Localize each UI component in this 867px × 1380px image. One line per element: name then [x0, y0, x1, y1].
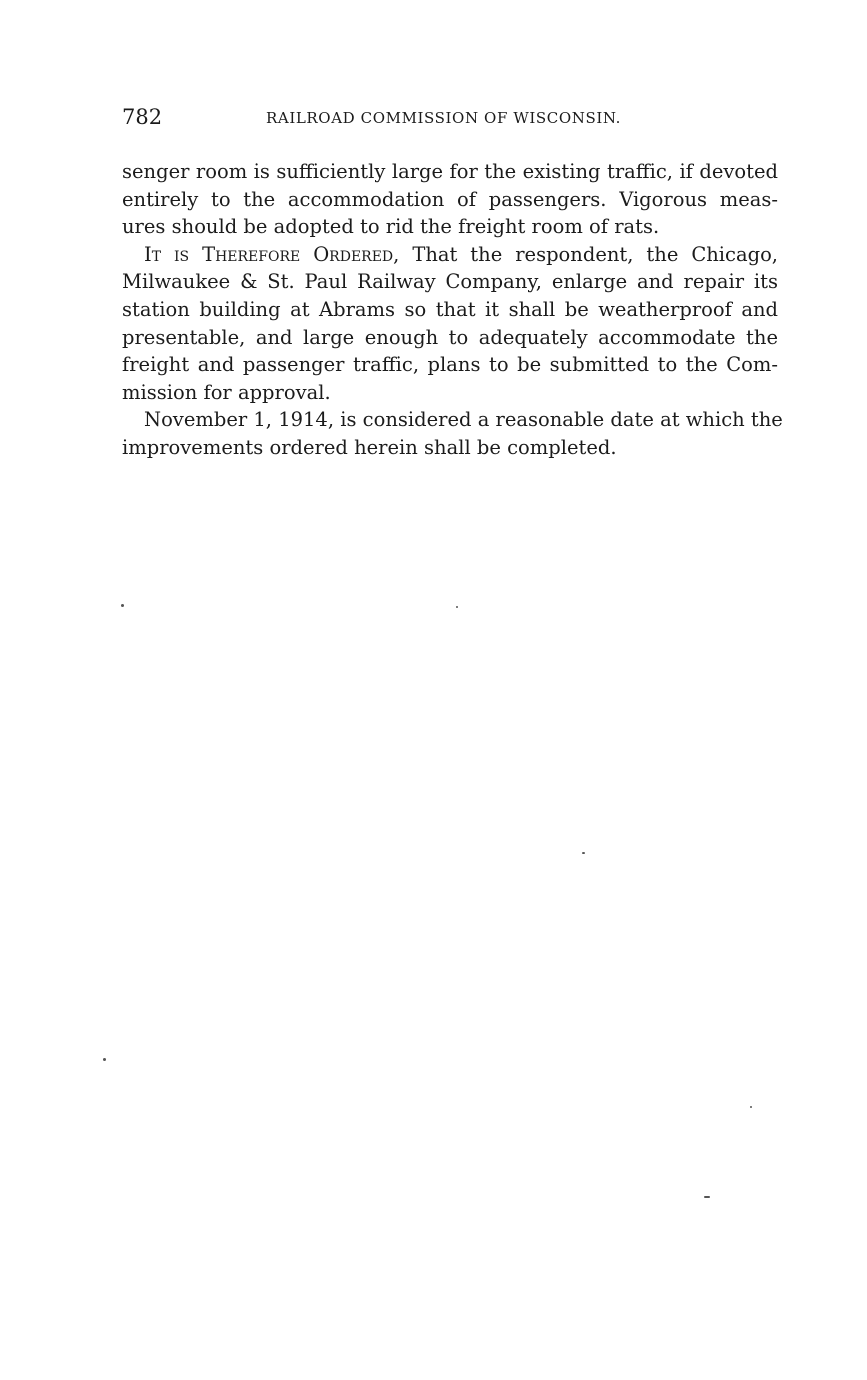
- scan-speck: [582, 852, 585, 854]
- text-line: [122, 241, 778, 269]
- text-line: November 1, 1914, is considered a reasonable date at which the: [144, 408, 783, 432]
- text-line: ures should be adopted to rid the freight room of rats.: [122, 215, 660, 239]
- scan-speck: [750, 1106, 752, 1108]
- text-line: station building at Abrams so that it shall be weatherproof and: [122, 297, 778, 321]
- body-text: [122, 158, 783, 462]
- scan-speck: [704, 1196, 710, 1198]
- text-line-rest: That the respondent, the Chicago,: [399, 242, 779, 266]
- scan-speck: [121, 604, 124, 607]
- text-line: Milwaukee & St. Paul Railway Company, enlarge and repair its: [122, 270, 778, 294]
- text-line: improvements ordered herein shall be completed.: [122, 435, 617, 459]
- text-line: presentable, and large enough to adequately accommodate the: [122, 325, 778, 349]
- text-line: entirely to the accommodation of passengers. Vigorous meas-: [122, 187, 778, 211]
- page-number: 782: [122, 105, 163, 129]
- text-line: senger room is sufficiently large for the existing traffic, if devoted: [122, 160, 778, 183]
- paragraph-order: [122, 241, 778, 407]
- text-line: mission for approval.: [122, 380, 331, 404]
- running-title: RAILROAD COMMISSION OF WISCONSIN.: [266, 109, 621, 127]
- paragraph-continuation: [122, 158, 778, 241]
- scan-speck: [456, 606, 458, 608]
- text-line: freight and passenger traffic, plans to be submitted to the Com-: [122, 353, 778, 377]
- scan-speck: [103, 1058, 106, 1061]
- running-head: [122, 104, 778, 134]
- order-lead-smallcaps: It is Therefore Ordered,: [144, 242, 400, 266]
- paragraph-completion-date: [122, 406, 783, 461]
